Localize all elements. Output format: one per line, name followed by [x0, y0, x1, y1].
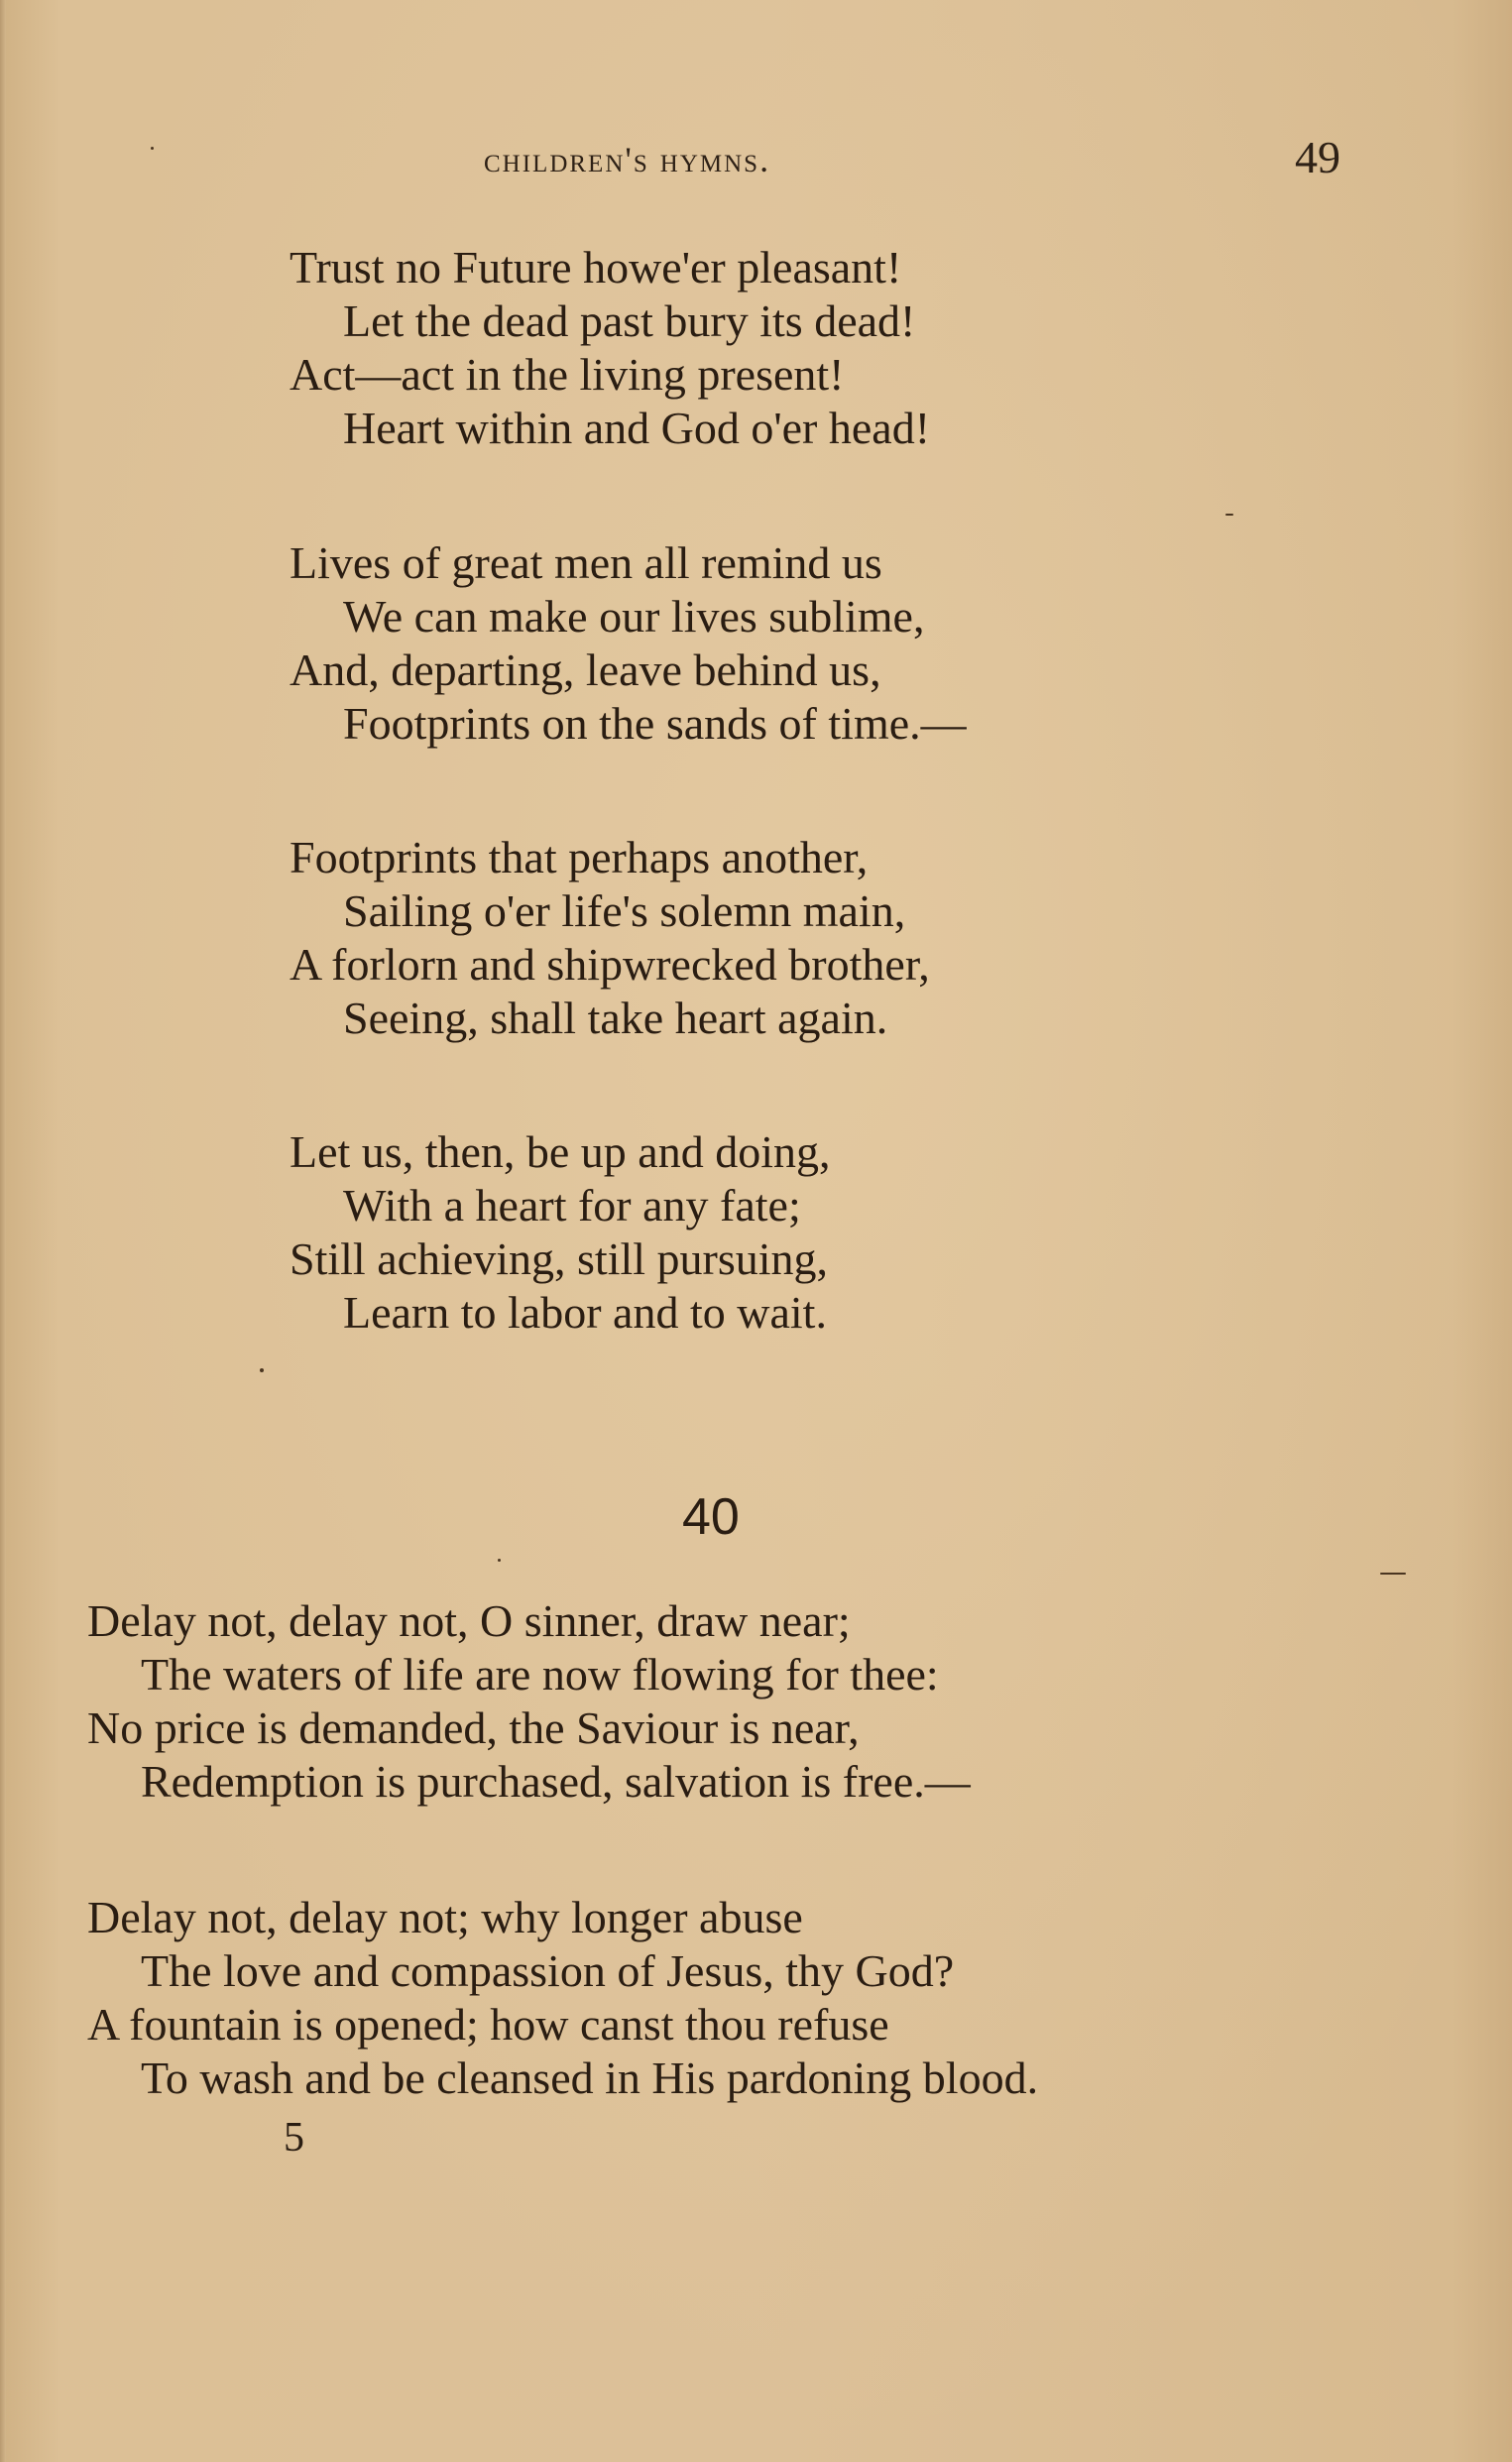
verse-line: Act—act in the living present! [290, 349, 845, 400]
hymn-39-stanza-1 [290, 241, 930, 455]
verse-line: Trust no Future howe'er pleasant! [290, 242, 902, 293]
paper-speck [151, 147, 154, 150]
verse-line: No price is demanded, the Saviour is near, [87, 1702, 860, 1753]
verse-line: Learn to labor and to wait. [343, 1287, 827, 1338]
paper-speck [1225, 514, 1233, 516]
hymn-39-stanza-2 [290, 536, 967, 751]
hymn-39-stanza-4 [290, 1125, 831, 1340]
verse-line: The love and compassion of Jesus, thy God? [141, 1945, 955, 1996]
running-head: children's hymns. [484, 140, 771, 179]
verse-line: Redemption is purchased, salvation is free.— [141, 1756, 971, 1807]
verse-line: Heart within and God o'er head! [343, 403, 931, 453]
verse-line: A forlorn and shipwrecked brother, [290, 939, 930, 990]
verse-line: With a heart for any fate; [343, 1180, 801, 1231]
verse-line: Lives of great men all remind us [290, 537, 882, 588]
paper-speck [1380, 1573, 1406, 1575]
verse-line: We can make our lives sublime, [343, 591, 925, 642]
verse-line: To wash and be cleansed in His pardoning blood. [141, 2052, 1039, 2103]
hymn-40-stanza-1 [87, 1594, 971, 1809]
page-edge [0, 0, 6, 2462]
hymn-40-stanza-2 [87, 1891, 1038, 2105]
verse-line: A fountain is opened; how canst thou refuse [87, 1999, 889, 2050]
verse-line: Delay not, delay not, O sinner, draw near; [87, 1595, 851, 1646]
paper-speck [498, 1559, 501, 1562]
verse-line: Footprints that perhaps another, [290, 832, 869, 882]
verse-line: Delay not, delay not; why longer abuse [87, 1892, 803, 1942]
verse-line: Let us, then, be up and doing, [290, 1126, 831, 1177]
verse-line: And, departing, leave behind us, [290, 645, 881, 695]
verse-line: Seeing, shall take heart again. [343, 993, 888, 1043]
verse-line: Let the dead past bury its dead! [343, 295, 916, 346]
paper-speck [260, 1368, 264, 1372]
verse-line: Still achieving, still pursuing, [290, 1233, 829, 1284]
verse-line: Footprints on the sands of time.— [343, 698, 967, 749]
signature-mark: 5 [284, 2115, 304, 2161]
hymn-number: 40 [682, 1488, 740, 1546]
verse-line: Sailing o'er life's solemn main, [343, 885, 906, 936]
page-number: 49 [1295, 132, 1340, 182]
hymn-39-stanza-3 [290, 831, 930, 1045]
verse-line: The waters of life are now flowing for thee: [141, 1649, 939, 1700]
